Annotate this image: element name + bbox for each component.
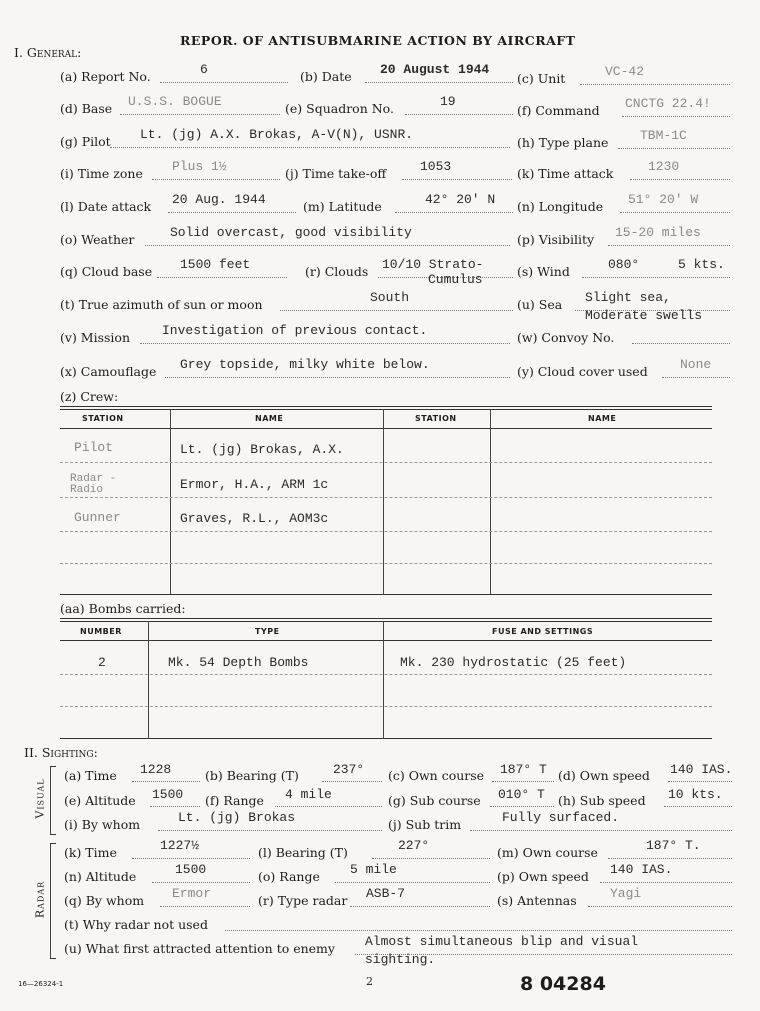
- general-heading: I. General:: [14, 45, 82, 60]
- visual-sub-trim-value: Fully surfaced.: [502, 810, 620, 825]
- cloud-cover-value: None: [680, 357, 712, 372]
- visual-own-speed-label: (d) Own speed: [558, 768, 650, 783]
- visual-own-course-value: 187° T: [500, 762, 547, 777]
- clouds-value-2: Cumulus: [428, 272, 483, 287]
- visual-sub-course-value: 010° T: [498, 787, 545, 802]
- cloud-cover-label: (y) Cloud cover used: [517, 364, 648, 379]
- visual-sub-speed-label: (h) Sub speed: [558, 793, 646, 808]
- radar-range-label: (o) Range: [258, 869, 320, 884]
- bombs-label: (aa) Bombs carried:: [60, 601, 186, 616]
- crew-header-station-2: STATION: [415, 414, 457, 423]
- crew-station-pilot: Pilot: [74, 440, 114, 455]
- visual-sub-trim-label: (j) Sub trim: [388, 817, 462, 832]
- serial-number: 8 04284: [520, 973, 606, 995]
- radar-type-label: (r) Type radar: [258, 893, 348, 908]
- visual-by-whom-value: Lt. (jg) Brokas: [178, 810, 296, 825]
- radar-by-whom-label: (q) By whom: [64, 893, 145, 908]
- azimuth-label: (t) True azimuth of sun or moon: [60, 297, 263, 312]
- radar-range-value: 5 mile: [350, 862, 397, 877]
- mission-value: Investigation of previous contact.: [162, 323, 428, 338]
- radar-antennas-label: (s) Antennas: [497, 893, 577, 908]
- time-takeoff-value: 1053: [420, 159, 452, 174]
- type-plane-value: TBM-1C: [640, 128, 687, 143]
- bombs-header-fuse: FUSE AND SETTINGS: [492, 627, 594, 636]
- radar-type-value: ASB-7: [366, 886, 406, 901]
- base-label: (d) Base: [60, 101, 113, 116]
- radar-time-value: 1227½: [160, 838, 200, 853]
- visual-label: Visual: [33, 778, 47, 819]
- radar-own-course-value: 187° T.: [646, 838, 701, 853]
- visibility-value: 15-20 miles: [615, 225, 701, 240]
- weather-value: Solid overcast, good visibility: [170, 225, 412, 240]
- radar-altitude-value: 1500: [175, 862, 207, 877]
- cloud-base-value: 1500 feet: [180, 257, 251, 272]
- why-radar-not-used-label: (t) Why radar not used: [64, 917, 208, 932]
- visual-sub-course-label: (g) Sub course: [388, 793, 481, 808]
- crew-station-gunner: Gunner: [74, 510, 121, 525]
- visual-altitude-value: 1500: [152, 787, 184, 802]
- visual-time-label: (a) Time: [64, 768, 117, 783]
- form-number: 16—26324-1: [18, 980, 64, 988]
- report-no-label: (a) Report No.: [60, 69, 151, 84]
- bomb-type: Mk. 54 Depth Bombs: [168, 655, 309, 670]
- sea-label: (u) Sea: [517, 297, 563, 312]
- bomb-fuse: Mk. 230 hydrostatic (25 feet): [400, 655, 627, 670]
- azimuth-value: South: [370, 290, 410, 305]
- crew-name-pilot: Lt. (jg) Brokas, A.X.: [180, 442, 344, 457]
- sighting-heading: II. Sighting:: [24, 745, 98, 760]
- crew-name-gunner: Graves, R.L., AOM3c: [180, 511, 329, 526]
- visual-sub-speed-value: 10 kts.: [668, 787, 723, 802]
- date-attack-label: (l) Date attack: [60, 199, 152, 214]
- radar-own-speed-value: 140 IAS.: [610, 862, 673, 877]
- clouds-label: (r) Clouds: [305, 264, 369, 279]
- radar-time-label: (k) Time: [64, 845, 117, 860]
- pilot-label: (g) Pilot: [60, 134, 111, 149]
- latitude-value: 42° 20' N: [425, 192, 496, 207]
- time-attack-label: (k) Time attack: [517, 166, 614, 181]
- date-value: 20 August 1944: [380, 62, 490, 77]
- radar-own-course-label: (m) Own course: [497, 845, 598, 860]
- bombs-header-number: NUMBER: [80, 627, 122, 636]
- bomb-number: 2: [98, 655, 106, 670]
- time-zone-label: (i) Time zone: [60, 166, 143, 181]
- command-label: (f) Command: [517, 103, 600, 118]
- radar-by-whom-value: Ermor: [172, 886, 212, 901]
- latitude-label: (m) Latitude: [303, 199, 382, 214]
- unit-value: VC-42: [605, 64, 645, 79]
- visual-altitude-label: (e) Altitude: [64, 793, 136, 808]
- sea-value: Slight sea,: [585, 290, 671, 305]
- longitude-value: 51° 20' W: [628, 192, 699, 207]
- crew-name-radar: Ermor, H.A., ARM 1c: [180, 477, 329, 492]
- visual-range-value: 4 mile: [285, 787, 332, 802]
- crew-header-station-1: STATION: [82, 414, 124, 423]
- cloud-base-label: (q) Cloud base: [60, 264, 153, 279]
- date-label: (b) Date: [300, 69, 352, 84]
- visibility-label: (p) Visibility: [517, 232, 595, 247]
- squadron-value: 19: [440, 94, 456, 109]
- bombs-header-type: TYPE: [255, 627, 280, 636]
- convoy-label: (w) Convoy No.: [517, 330, 615, 345]
- camouflage-value: Grey topside, milky white below.: [180, 357, 430, 372]
- mission-label: (v) Mission: [60, 330, 130, 345]
- radar-bearing-label: (l) Bearing (T): [258, 845, 348, 860]
- crew-header-name-2: NAME: [588, 414, 617, 423]
- wind-label: (s) Wind: [517, 264, 570, 279]
- report-title: REPOR. OF ANTISUBMARINE ACTION BY AIRCRAFT: [180, 33, 576, 48]
- visual-bearing-label: (b) Bearing (T): [205, 768, 299, 783]
- radar-bearing-value: 227°: [398, 838, 430, 853]
- report-no-value: 6: [200, 62, 208, 77]
- first-attracted-value: Almost simultaneous blip and visual: [365, 934, 639, 949]
- camouflage-label: (x) Camouflage: [60, 364, 157, 379]
- crew-station-radar: Radar - Radio: [70, 473, 117, 496]
- time-zone-value: Plus 1½: [172, 159, 227, 174]
- time-takeoff-label: (j) Time take-off: [285, 166, 387, 181]
- wind-value-2: 5 kts.: [678, 257, 725, 272]
- command-value: CNCTG 22.4!: [625, 96, 711, 111]
- radar-label: Radar: [33, 880, 47, 919]
- first-attracted-label: (u) What first attracted attention to enemy: [64, 941, 335, 956]
- date-attack-value: 20 Aug. 1944: [172, 192, 266, 207]
- sea-value-2: Moderate swells: [585, 308, 703, 323]
- clouds-value: 10/10 Strato-: [382, 257, 484, 272]
- visual-own-speed-value: 140 IAS.: [670, 762, 733, 777]
- base-value: U.S.S. BOGUE: [128, 94, 222, 109]
- wind-value: 080°: [608, 257, 640, 272]
- crew-header-name-1: NAME: [255, 414, 284, 423]
- visual-range-label: (f) Range: [205, 793, 264, 808]
- visual-by-whom-label: (i) By whom: [64, 817, 141, 832]
- first-attracted-value-2: sighting.: [365, 952, 436, 967]
- visual-own-course-label: (c) Own course: [388, 768, 485, 783]
- radar-antennas-value: Yagi: [610, 886, 642, 901]
- crew-label: (z) Crew:: [60, 389, 119, 404]
- time-attack-value: 1230: [648, 159, 680, 174]
- pilot-value: Lt. (jg) A.X. Brokas, A-V(N), USNR.: [140, 127, 414, 142]
- radar-own-speed-label: (p) Own speed: [497, 869, 589, 884]
- longitude-label: (n) Longitude: [517, 199, 604, 214]
- weather-label: (o) Weather: [60, 232, 135, 247]
- visual-bearing-value: 237°: [333, 762, 365, 777]
- unit-label: (c) Unit: [517, 71, 566, 86]
- page-number: 2: [366, 975, 373, 988]
- squadron-label: (e) Squadron No.: [285, 101, 394, 116]
- type-plane-label: (h) Type plane: [517, 135, 609, 150]
- visual-time-value: 1228: [140, 762, 172, 777]
- radar-altitude-label: (n) Altitude: [64, 869, 137, 884]
